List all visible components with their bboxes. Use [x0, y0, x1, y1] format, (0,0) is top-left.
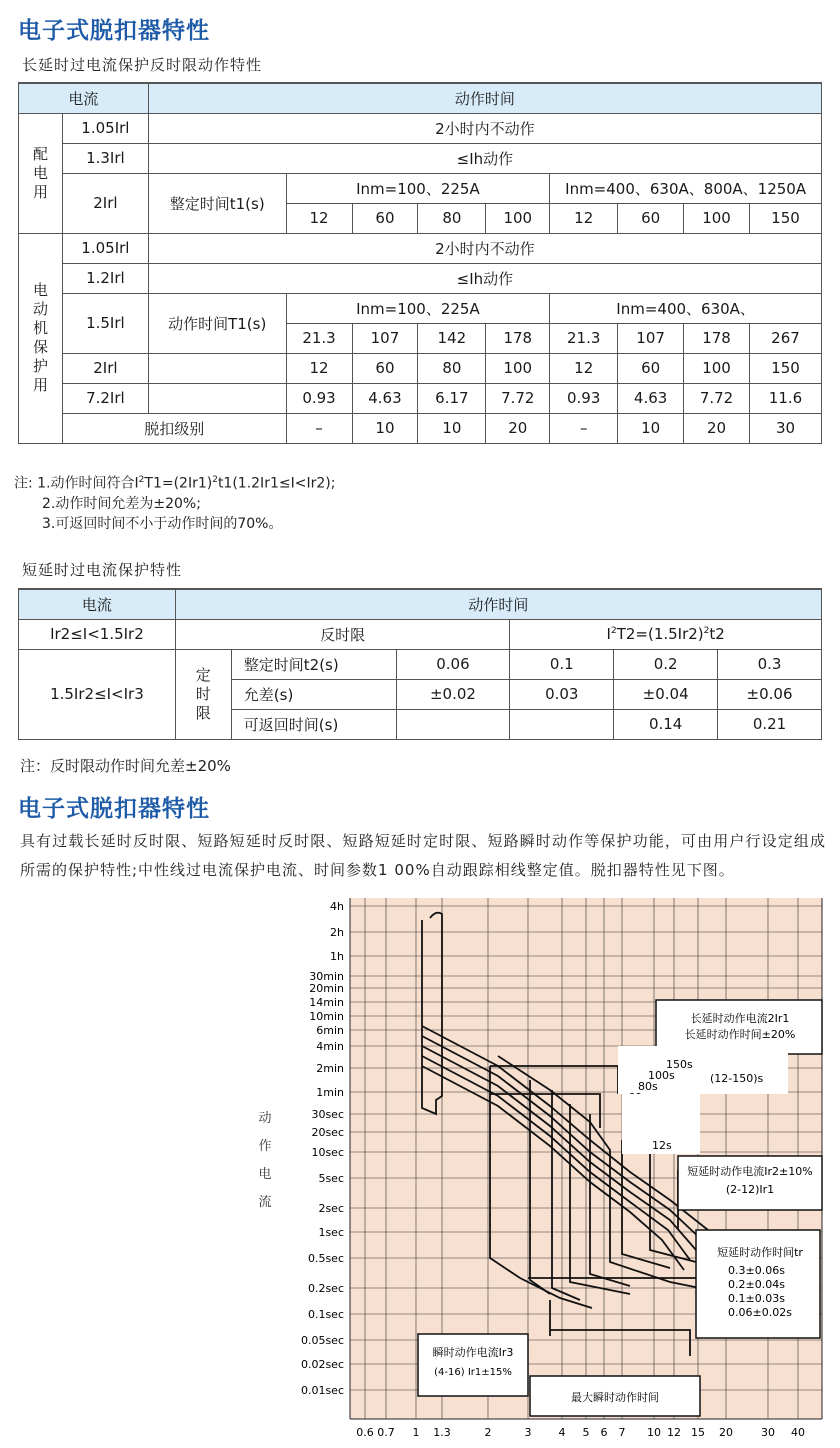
box-short-text: 短延时动作电流Ir2±10%	[687, 1165, 813, 1178]
cell-value: 150	[750, 203, 822, 233]
box-long-text: 长延时动作电流2Ir1	[690, 1012, 790, 1025]
curve-y-label: 动作电流	[258, 1111, 272, 1210]
x-tick-label: 5	[582, 1426, 590, 1439]
cell-value: 100	[486, 203, 550, 233]
cell-value: 267	[750, 323, 822, 353]
cell-value: 100	[684, 203, 750, 233]
y-tick-label: 20min	[309, 982, 344, 995]
cell-label: 可返回时间(s)	[231, 709, 396, 739]
box-tr-title: 短延时动作时间tr	[717, 1246, 803, 1259]
cell-value: 10	[418, 413, 486, 443]
note-long-delay	[14, 470, 335, 534]
cell-current: Ir2≤I<1.5Ir2	[19, 619, 176, 649]
y-tick-label: 4min	[316, 1040, 344, 1053]
cell-value: 60	[352, 203, 418, 233]
cell-value: 60	[618, 353, 684, 383]
cell-value: 100	[486, 353, 550, 383]
cell-definite: 定时限	[175, 649, 231, 739]
cell-label: 动作时间T1(s)	[148, 293, 286, 353]
x-tick-label: 20	[719, 1426, 733, 1439]
tr-value: 0.1±0.03s	[728, 1292, 785, 1305]
box-max-instantaneous	[530, 1376, 700, 1416]
group-distribution: 配电用	[19, 113, 63, 233]
x-tick-label: 2	[484, 1426, 492, 1439]
table-row	[19, 173, 822, 203]
cell-value: 2小时内不动作	[148, 233, 821, 263]
cell-value: 0.1	[510, 649, 614, 679]
cell-current: 1.5Irl	[62, 293, 148, 353]
x-tick-label: 6	[600, 1426, 608, 1439]
table-row	[19, 113, 822, 143]
short-delay-table	[18, 588, 822, 740]
x-tick-label: 15	[691, 1426, 705, 1439]
cell-value: 2小时内不动作	[148, 113, 821, 143]
y-tick-label: 0.5sec	[307, 1252, 344, 1265]
box-short-delay-time	[696, 1230, 820, 1338]
x-tick-label: 1.3	[433, 1426, 451, 1439]
cell-value: 7.72	[684, 383, 750, 413]
box-short-text: (2-12)Ir1	[725, 1183, 775, 1196]
cell-label: 整定时间t2(s)	[231, 649, 396, 679]
cell-empty	[148, 353, 286, 383]
table-row	[19, 413, 822, 443]
box-short-delay-current	[678, 1156, 822, 1210]
cell-value: 0.2	[614, 649, 718, 679]
cell-inm: Inm=400、630A、	[550, 293, 822, 323]
box-max-text: 最大瞬时动作时间	[571, 1391, 659, 1404]
cell-current: 1.05Irl	[62, 233, 148, 263]
note-line: 3.可返回时间不小于动作时间的70%。	[42, 515, 283, 532]
trip-curve-svg	[250, 890, 830, 1445]
y-tick-label: 14min	[309, 996, 344, 1009]
cell-value: 0.06	[396, 649, 510, 679]
cell-value: 12	[286, 203, 352, 233]
cell-value: 142	[418, 323, 486, 353]
y-tick-label: 0.01sec	[300, 1384, 344, 1397]
x-tick-label: 7	[618, 1426, 626, 1439]
cell-formula: $I^2T2=(1.5Ir2)^2t2$	[510, 619, 822, 649]
box-long-delay	[656, 1000, 822, 1054]
y-tick-label: 0.05sec	[300, 1334, 344, 1347]
y-tick-label: 1sec	[318, 1226, 344, 1239]
cell-value: 100	[684, 353, 750, 383]
cell-value: ±0.06	[718, 679, 822, 709]
cell-inm: Inm=100、225A	[286, 293, 550, 323]
note-short-delay: 注：反时限动作时间允差±20%	[20, 757, 231, 775]
cell-current: 1.3Irl	[62, 143, 148, 173]
x-tick-label: 40	[791, 1426, 805, 1439]
cell-inm: Inm=400、630A、800A、1250A	[550, 173, 822, 203]
y-tick-label: 2min	[316, 1062, 344, 1075]
note-line: 2.动作时间允差为±20%;	[42, 495, 201, 512]
box-long-text: 长延时动作时间±20%	[684, 1028, 796, 1041]
description-paragraph: 具有过载长延时反时限、短路短延时反时限、短路短延时定时限、短路瞬时动作等保护功能，可由用户行设定组成所需的保护特性;中性线过电流保护电流、时间参数1 00%自动跟踪相线整定值。脱扣器特性见下图。	[20, 832, 826, 879]
x-tick-label: 3	[524, 1426, 532, 1439]
long-time-label: 100s	[648, 1069, 675, 1082]
long-time-label: 150s	[666, 1058, 693, 1071]
cell-value: 80	[418, 353, 486, 383]
y-tick-label: 0.02sec	[300, 1358, 344, 1371]
cell-value: ±0.04	[614, 679, 718, 709]
y-tick-label: 10sec	[311, 1146, 344, 1159]
cell-value: 150	[750, 353, 822, 383]
table-row	[19, 383, 822, 413]
cell-value: 0.14	[614, 709, 718, 739]
cell-current: 1.05Irl	[62, 113, 148, 143]
cell-value: 4.63	[352, 383, 418, 413]
cell-value: –	[550, 413, 618, 443]
cell-value: ±0.02	[396, 679, 510, 709]
cell-value: 0.93	[550, 383, 618, 413]
y-tick-label: 0.2sec	[307, 1282, 344, 1295]
header-current: 电流	[19, 83, 149, 113]
y-tick-label: 2sec	[318, 1202, 344, 1215]
cell-current: 2Irl	[62, 173, 148, 233]
long-delay-table	[18, 82, 822, 444]
y-tick-label: 2h	[330, 926, 344, 939]
header-current: 电流	[19, 589, 176, 619]
table-row	[19, 263, 822, 293]
table-row	[19, 233, 822, 263]
y-tick-label: 6min	[316, 1024, 344, 1037]
y-tick-label: 1min	[316, 1086, 344, 1099]
table-header-row	[19, 589, 822, 619]
group-motor-protection: 电动机保护用	[19, 233, 63, 443]
cell-value: 12	[550, 353, 618, 383]
cell-value: 0.03	[510, 679, 614, 709]
y-tick-label: 10min	[309, 1010, 344, 1023]
cell-label: 反时限	[175, 619, 510, 649]
box-inst-text: (4-16) Ir1±15%	[434, 1367, 512, 1378]
t12-label: 12s	[652, 1139, 672, 1152]
x-tick-label: 0.6	[356, 1426, 374, 1439]
y-tick-label: 20sec	[311, 1126, 344, 1139]
y-tick-label: 1h	[330, 950, 344, 963]
cell-value: 12	[286, 353, 352, 383]
header-action-time: 动作时间	[148, 83, 821, 113]
section-subtitle-short-delay: 短延时过电流保护特性	[22, 561, 183, 579]
table-row	[19, 293, 822, 323]
cell-value: 80	[418, 203, 486, 233]
cell-value: 30	[750, 413, 822, 443]
tr-value: 0.3±0.06s	[728, 1264, 785, 1277]
cell-value: 12	[550, 203, 618, 233]
cell-value: ≤Ih动作	[148, 263, 821, 293]
cell-value: 10	[618, 413, 684, 443]
section-title: 电子式脱扣器特性	[18, 796, 210, 822]
cell-label: 脱扣级别	[62, 413, 286, 443]
cell-value: 0.3	[718, 649, 822, 679]
cell-value: 7.72	[486, 383, 550, 413]
curve-y-ticks	[301, 900, 344, 1397]
cell-value: 0.21	[718, 709, 822, 739]
table-header-row	[19, 83, 822, 113]
tr-value: 0.06±0.02s	[728, 1306, 792, 1319]
table-row	[19, 353, 822, 383]
box-instantaneous	[418, 1334, 528, 1396]
cell-value: 107	[352, 323, 418, 353]
y-tick-label: 4h	[330, 900, 344, 913]
cell-value: 20	[486, 413, 550, 443]
cell-value: 6.17	[418, 383, 486, 413]
y-tick-label: 5sec	[318, 1172, 344, 1185]
box-inst-text: 瞬时动作电流Ir3	[432, 1346, 514, 1359]
cell-label: 允差(s)	[231, 679, 396, 709]
table-row	[19, 619, 822, 649]
cell-value: 20	[684, 413, 750, 443]
cell-inm: Inm=100、225A	[286, 173, 550, 203]
cell-value: 21.3	[550, 323, 618, 353]
y-tick-label: 30sec	[311, 1108, 344, 1121]
y-tick-label: 30min	[309, 970, 344, 983]
page-title: 电子式脱扣器特性	[18, 18, 210, 44]
cell-current: 7.2Irl	[62, 383, 148, 413]
note-line: 注: 1.动作时间符合$I^2T1=(2Ir1)^2t1(1.2Ir1\le I<Ir2)$;	[14, 475, 336, 492]
cell-current: 2Irl	[62, 353, 148, 383]
cell-current: 1.2Irl	[62, 263, 148, 293]
cell-value: ≤Ih动作	[148, 143, 821, 173]
long-time-label: 80s	[638, 1080, 658, 1093]
header-action-time: 动作时间	[175, 589, 821, 619]
x-tick-label: 4	[558, 1426, 566, 1439]
cell-value: 0.93	[286, 383, 352, 413]
cell-current: 1.5Ir2≤I<Ir3	[19, 649, 176, 739]
x-tick-label: 10	[647, 1426, 661, 1439]
cell-value: 10	[352, 413, 418, 443]
table-row	[19, 649, 822, 679]
long-range-label: (12-150)s	[710, 1072, 764, 1085]
cell-empty	[148, 383, 286, 413]
cell-value	[396, 709, 510, 739]
trip-curve-figure	[250, 890, 830, 1445]
cell-value: 178	[684, 323, 750, 353]
cell-label: 整定时间t1(s)	[148, 173, 286, 233]
tr-value: 0.2±0.04s	[728, 1278, 785, 1291]
cell-value	[510, 709, 614, 739]
cell-value: 4.63	[618, 383, 684, 413]
cell-value: 60	[352, 353, 418, 383]
cell-value: 60	[618, 203, 684, 233]
box-12s	[622, 1094, 700, 1154]
cell-value: 107	[618, 323, 684, 353]
curve-x-ticks	[356, 1426, 805, 1439]
x-tick-label: 1	[412, 1426, 420, 1439]
cell-value: 178	[486, 323, 550, 353]
section-subtitle-long-delay: 长延时过电流保护反时限动作特性	[22, 56, 263, 74]
x-tick-label: 30	[761, 1426, 775, 1439]
x-tick-label: 0.7	[377, 1426, 395, 1439]
cell-value: 11.6	[750, 383, 822, 413]
x-tick-label: 12	[667, 1426, 681, 1439]
y-tick-label: 0.1sec	[307, 1308, 344, 1321]
cell-value: 21.3	[286, 323, 352, 353]
cell-value: –	[286, 413, 352, 443]
table-row	[19, 143, 822, 173]
